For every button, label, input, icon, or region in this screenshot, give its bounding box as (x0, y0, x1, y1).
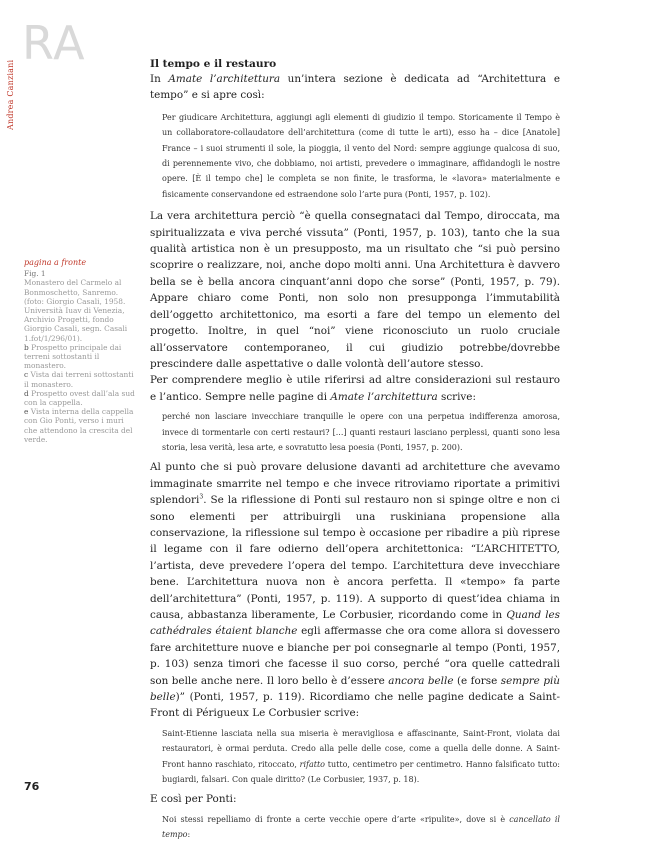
caption-item (24, 370, 136, 388)
text-run: tutto, centimetro per centimetro. Hanno falsificato tutto: bugiardi, falsari. Con quale diritto? (Le Corbusier, 1937, p. 18). (162, 759, 560, 785)
section-title: Il tempo e il restauro (150, 58, 277, 70)
emphasis: ancora belle (388, 674, 454, 687)
caption-item-letter: d (24, 388, 29, 398)
text-run: (e forse (453, 674, 501, 687)
text-run: : (187, 830, 191, 840)
text-run: egli affermasse che ora come allora si dovessero fare architetture nuove e bianche per poi consegnarle al tempo (Ponti, 1957, p. 103) senza timori che facesse il suo corso, perché “ora quelle cattedrali son belle anche nere. Il loro bello è d’essere (150, 625, 560, 687)
main-text (150, 58, 560, 843)
text-run: . Se la riflessione di Ponti sul restauro non si spinge oltre e non ci sono elementi per attribuirgli una ruskiniana propensione alla conservazione, la riflessione sul tempo è occasione per ribadire a più riprese il legame con il fare odierno dell’opera architettonica: “L’ARCHITETTO, l’artista, deve prevedere l’opera del tempo. L’architettura deve invecchiare bene. L’architettura nuova non è ancora perfetta. Il «tempo» fa parte dell’architettura” (Ponti, 1957, p. 119). A supporto di quest’idea chiama in causa, abbastanza liberamente, Le Corbusier, ricordando come in (150, 494, 560, 621)
quote-3 (150, 726, 560, 788)
paragraph-4 (150, 459, 560, 722)
quote-1: Per giudicare Architettura, aggiungi agli elementi di giudizio il tempo. Storicamente il Tempo è un collaboratore-collaudatore dell’architettura (come di tutte le arti), esso ha – dice [Anatole] France – i suoi strumenti il sole, la pioggia, il vento del Nord: sempre aggiunge qualcosa di suo, di perennemente vivo, che dobbiamo, noi artisti, prevedere o immaginare, affidandogli le nostre opere. [È il tempo che] le completa se non finite, le trasforma, le «lavora» materialmente e fisicamente conservandone ed estraendone solo l’arte pura (Ponti, 1957, p. 102). (162, 112, 560, 199)
emphasis: rifatto (299, 759, 325, 769)
quote-2: perché non lasciare invecchiare tranquille le opere con una perpetua indifferenza amorosa, invece di tormentarle con certi restauri? [...] quanti restauri lasciano perplessi, quanti sono lesa storia, lesa verità, lesa arte, e sovratutto lesa poesia (Ponti, 1957, p. 200). (162, 412, 560, 452)
book-title: Amate l’architettura (330, 390, 438, 403)
paragraph-3 (150, 372, 560, 405)
text-run: In (150, 73, 169, 85)
caption-item (24, 407, 136, 444)
caption-fig (24, 269, 136, 343)
page-number: 76 (24, 780, 40, 793)
caption-item-letter: e (24, 407, 29, 417)
text-run: )” (Ponti, 1957, p. 119). Ricordiamo che nelle pagine dedicate a Saint-Front di Périgueux Le Corbusier scrive: (150, 691, 560, 720)
caption-item-letter: b (24, 342, 29, 352)
author-name: Andrea Canziani (6, 60, 15, 131)
caption-item (24, 389, 136, 407)
quote-4 (150, 812, 560, 843)
text-run: Noi stessi repelliamo di fronte a certe vecchie opere d’arte «ripulite», dove si è (162, 814, 510, 824)
text-run: scrive: (437, 390, 476, 403)
text-run: un’intera sezione è dedicata ad “Architettura e tempo” e si apre così: (150, 73, 560, 102)
paragraph-1 (150, 71, 560, 104)
footnote-ref: 3 (199, 493, 204, 501)
emphasis: sempre più belle (150, 674, 560, 704)
caption-item-text: Prospetto ovest dall’ala sud con la cappella. (24, 388, 135, 408)
caption-item (24, 343, 136, 371)
book-title: Amate l’architettura (168, 73, 281, 85)
text-run: Per comprendere meglio è utile riferirsi ad altre considerazioni sul restauro e l’antico. Sempre nelle pagine di (150, 374, 560, 403)
caption-item-text: Prospetto principale dai terreni sottostanti il monastero. (24, 342, 122, 371)
emphasis: cancellato il tempo (162, 814, 560, 840)
caption-fig-desc: Monastero del Carmelo al Bonmoschetto, Sanremo. (foto: Giorgio Casali, 1958. Università Iuav di Venezia, Archivio Progetti, fondo Giorgio Casali, segn. Casali 1.fot/1/296/01). (24, 278, 128, 343)
caption-item-text: Vista dai terreni sottostanti il monastero. (24, 370, 134, 389)
text-run: Al punto che si può provare delusione davanti ad architetture che avevamo immaginate smarrite nel tempo e che invece ritroviamo riportate a primitivi splendori (150, 461, 560, 507)
caption-heading: pagina a fronte (24, 258, 87, 267)
journal-logo: RA (22, 16, 86, 70)
caption-item-text: Vista interna della cappella con Gio Ponti, verso i muri che attendono la crescita del verde. (24, 407, 134, 444)
text-run: Saint-Etienne lasciata nella sua miseria è meravigliosa e affascinante, Saint-Front, violata dai restauratori, è ormai perduta. Credo alla pelle delle cose, come a quella delle donne. A Saint-Front hanno raschiato, ritoccato, (162, 728, 560, 769)
caption-fig-label: Fig. 1 (24, 269, 46, 279)
paragraph-2: La vera architettura perciò “è quella consegnataci dal Tempo, diroccata, ma spiritualizzata e viva perché vissuta” (Ponti, 1957, p. 103), tanto che la sua qualità artistica non è un presupposto, ma un risultato che “si può persino scoprire o realizzare, noi, anche dopo molti anni. Una Architettura è davvero bella se è bella ancora cinquant’anni dopo che sorse” (Ponti, 1957, p. 79). Appare chiaro come Ponti, non solo non presupponga l’immutabilità dell’oggetto architettonico, ma esorti a fare del tempo un elemento del progetto. Inoltre, in quel “noi” viene riconosciuto un ruolo cruciale all’osservatore contemporaneo, il cui giudizio potrebbe/dovrebbe prescindere dalle aspettative o dalle volontà dell’autore stesso. (150, 210, 560, 370)
caption-item-letter: c (24, 370, 29, 380)
book-title: Quand les cathédrales étaient blanche (150, 609, 561, 638)
paragraph-5: E così per Ponti: (150, 793, 237, 806)
figure-caption (24, 258, 136, 444)
